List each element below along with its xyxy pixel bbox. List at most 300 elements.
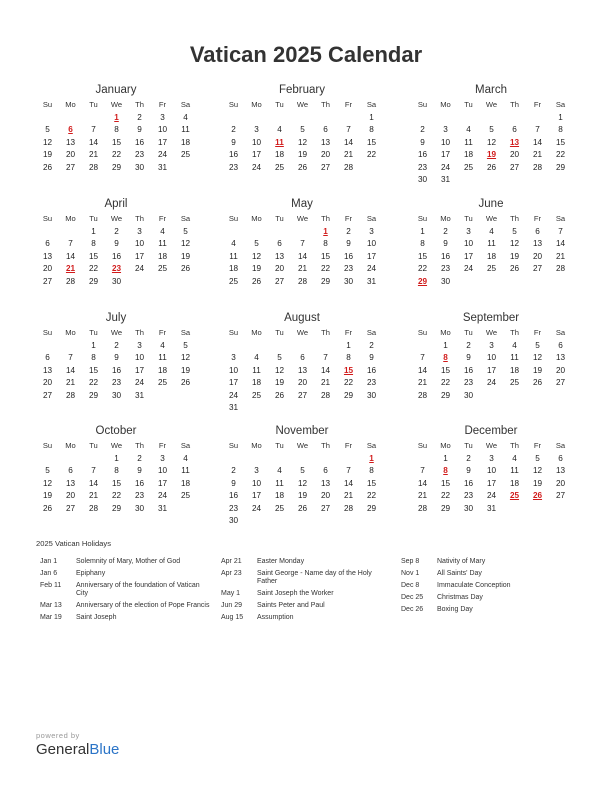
day: 8 xyxy=(369,466,374,475)
day: 25 xyxy=(274,503,285,513)
holiday-name: Anniversary of the election of Pope Francis xyxy=(76,602,210,609)
empty-cell xyxy=(245,226,268,239)
day: 21 xyxy=(88,491,99,500)
day: 14 xyxy=(88,478,99,488)
month-name: April xyxy=(104,198,128,210)
empty-cell xyxy=(434,112,457,125)
holiday-date: Jan 1 xyxy=(40,558,58,565)
day: 9 xyxy=(114,239,119,248)
weekday-label: Sa xyxy=(555,100,566,109)
month-january xyxy=(36,82,196,174)
holiday-day: 1 xyxy=(114,112,119,122)
day: 9 xyxy=(369,353,374,362)
brand-blue: Blue xyxy=(89,741,120,758)
weekday-label: Tu xyxy=(89,214,98,223)
weekday-label: Mo xyxy=(65,328,76,337)
day: 23 xyxy=(440,264,451,273)
day: 7 xyxy=(68,353,73,362)
empty-cell xyxy=(526,112,549,125)
day: 6 xyxy=(300,353,305,362)
holidays-column-1 xyxy=(40,558,210,626)
weekday-label: Th xyxy=(510,441,519,450)
empty-cell xyxy=(222,226,245,239)
day: 12 xyxy=(509,239,520,248)
day: 1 xyxy=(558,112,563,122)
day: 4 xyxy=(183,112,188,122)
day: 19 xyxy=(297,491,308,500)
day: 24 xyxy=(486,491,497,500)
day: 5 xyxy=(300,466,305,475)
day: 2 xyxy=(114,340,119,350)
weekday-label: Fr xyxy=(158,441,167,450)
day: 3 xyxy=(231,353,236,362)
day: 16 xyxy=(417,150,428,159)
day: 27 xyxy=(42,276,53,286)
holiday-entry xyxy=(40,582,210,598)
day: 10 xyxy=(486,466,497,475)
month-name: May xyxy=(291,198,313,210)
day: 12 xyxy=(297,478,308,488)
holiday-name: Solemnity of Mary, Mother of God xyxy=(76,558,181,565)
day: 7 xyxy=(91,125,96,134)
holiday-day: 6 xyxy=(68,125,73,134)
weekday-label: Fr xyxy=(158,100,167,109)
weekday-label: We xyxy=(485,100,498,109)
day: 13 xyxy=(555,466,566,475)
day: 11 xyxy=(158,353,167,362)
weekday-label: Th xyxy=(510,328,519,337)
day: 16 xyxy=(440,251,451,261)
weekday-label: Sa xyxy=(180,100,191,109)
day: 12 xyxy=(532,466,543,475)
day: 28 xyxy=(320,390,331,400)
empty-cell xyxy=(268,112,291,125)
day: 25 xyxy=(228,276,239,286)
day: 24 xyxy=(157,150,168,159)
brand-general: General xyxy=(36,741,90,758)
weekday-label: Fr xyxy=(344,214,353,223)
day: 6 xyxy=(45,353,50,362)
month-name: September xyxy=(462,312,520,324)
weekday-label: We xyxy=(296,328,309,337)
day: 1 xyxy=(346,340,351,350)
day: 22 xyxy=(555,150,566,159)
day: 16 xyxy=(228,491,239,500)
day: 28 xyxy=(88,162,99,172)
month-march xyxy=(411,82,571,187)
day: 13 xyxy=(555,353,566,362)
weekday-label: We xyxy=(296,100,309,109)
weekday-label: Su xyxy=(42,328,53,337)
day: 23 xyxy=(366,378,377,387)
day: 17 xyxy=(486,478,497,488)
day: 21 xyxy=(88,150,99,159)
weekday-label: Su xyxy=(228,328,239,337)
holiday-date: May 1 xyxy=(221,590,241,597)
weekday-label: Sa xyxy=(366,100,377,109)
day: 11 xyxy=(464,137,473,147)
day: 28 xyxy=(297,276,308,286)
day: 29 xyxy=(111,162,122,172)
day: 11 xyxy=(487,239,496,248)
day: 2 xyxy=(231,125,236,134)
day: 4 xyxy=(466,125,471,134)
day: 27 xyxy=(555,491,566,500)
holiday-day: 8 xyxy=(443,353,448,362)
empty-cell xyxy=(337,112,360,125)
day: 13 xyxy=(65,137,76,147)
month-february xyxy=(222,82,382,174)
weekday-label: Tu xyxy=(275,328,284,337)
day: 27 xyxy=(532,264,543,273)
day: 11 xyxy=(229,251,238,261)
weekday-label: Mo xyxy=(65,100,76,109)
weekday-label: We xyxy=(485,328,498,337)
weekday-label: Fr xyxy=(533,328,542,337)
day: 29 xyxy=(555,162,566,172)
day: 24 xyxy=(157,491,168,500)
weekday-label: Su xyxy=(417,328,428,337)
weekday-label: Su xyxy=(417,214,428,223)
day: 23 xyxy=(228,162,239,172)
empty-cell xyxy=(268,226,291,239)
day: 12 xyxy=(180,353,191,362)
day: 21 xyxy=(555,251,566,261)
day: 5 xyxy=(300,125,305,134)
holiday-day: 1 xyxy=(323,226,328,236)
day: 21 xyxy=(343,150,354,159)
weekday-label: Mo xyxy=(65,214,76,223)
month-november xyxy=(222,423,382,528)
day: 30 xyxy=(463,503,474,513)
brand-logo[interactable] xyxy=(36,731,119,758)
day: 31 xyxy=(157,162,168,172)
month-name: July xyxy=(105,312,127,324)
day: 23 xyxy=(134,491,145,500)
day: 10 xyxy=(228,365,239,375)
day: 8 xyxy=(323,239,328,248)
month-days xyxy=(222,213,382,288)
day: 11 xyxy=(275,478,284,488)
day: 21 xyxy=(297,264,308,273)
month-july xyxy=(36,310,196,402)
day: 28 xyxy=(343,162,354,172)
day: 3 xyxy=(137,226,142,236)
day: 20 xyxy=(532,251,543,261)
holiday-day: 11 xyxy=(275,137,284,147)
weekday-label: Sa xyxy=(366,441,377,450)
weekday-label: Mo xyxy=(440,214,451,223)
day: 18 xyxy=(274,491,285,500)
day: 31 xyxy=(440,175,451,184)
day: 18 xyxy=(509,365,520,375)
day: 26 xyxy=(297,162,308,172)
month-name: December xyxy=(464,425,518,437)
day: 24 xyxy=(134,378,145,387)
holiday-name: Saint Joseph the Worker xyxy=(257,590,334,597)
brand-name xyxy=(36,741,119,758)
empty-cell xyxy=(291,112,314,125)
day: 9 xyxy=(466,353,471,362)
day: 12 xyxy=(274,365,285,375)
weekday-label: Fr xyxy=(344,328,353,337)
day: 4 xyxy=(277,125,282,134)
holiday-day: 15 xyxy=(343,365,354,375)
day: 17 xyxy=(157,478,168,488)
holiday-name: Saint Joseph xyxy=(76,614,117,621)
day: 2 xyxy=(369,340,374,350)
weekday-label: Sa xyxy=(180,441,191,450)
day: 31 xyxy=(134,390,145,400)
day: 13 xyxy=(42,365,53,375)
weekday-label: Fr xyxy=(533,441,542,450)
day: 18 xyxy=(509,478,520,488)
month-name: March xyxy=(475,84,507,96)
holidays-heading: 2025 Vatican Holidays xyxy=(36,539,111,548)
day: 5 xyxy=(45,125,50,134)
day: 24 xyxy=(251,162,262,172)
weekday-label: Tu xyxy=(275,100,284,109)
weekday-label: Th xyxy=(135,100,144,109)
holidays-column-2 xyxy=(221,558,391,626)
day: 29 xyxy=(440,390,451,400)
month-name: October xyxy=(95,425,137,437)
day: 26 xyxy=(180,378,191,387)
weekday-label: We xyxy=(485,441,498,450)
day: 11 xyxy=(181,125,190,134)
day: 5 xyxy=(535,453,540,463)
weekday-label: Th xyxy=(321,328,330,337)
month-days xyxy=(222,440,382,528)
day: 20 xyxy=(320,491,331,500)
day: 15 xyxy=(111,137,122,147)
day: 30 xyxy=(417,175,428,184)
day: 22 xyxy=(366,491,377,500)
day: 28 xyxy=(417,503,428,513)
day: 20 xyxy=(555,478,566,488)
empty-cell xyxy=(36,340,59,353)
day: 6 xyxy=(323,466,328,475)
day: 8 xyxy=(114,125,119,134)
day: 2 xyxy=(346,226,351,236)
day: 10 xyxy=(251,137,262,147)
empty-cell xyxy=(245,112,268,125)
day: 22 xyxy=(88,264,99,273)
day: 9 xyxy=(114,353,119,362)
day: 17 xyxy=(486,365,497,375)
empty-cell xyxy=(268,340,291,353)
empty-cell xyxy=(222,112,245,125)
empty-cell xyxy=(314,453,337,466)
day: 29 xyxy=(111,503,122,513)
day: 2 xyxy=(466,340,471,350)
day: 4 xyxy=(183,453,188,463)
day: 13 xyxy=(297,365,308,375)
empty-cell xyxy=(503,112,526,125)
day: 15 xyxy=(320,251,331,261)
holiday-day: 1 xyxy=(369,453,374,463)
day: 10 xyxy=(486,353,497,362)
weekday-label: Tu xyxy=(464,214,473,223)
day: 15 xyxy=(440,478,451,488)
month-days xyxy=(411,440,571,515)
day: 19 xyxy=(42,150,53,159)
weekday-label: Mo xyxy=(440,100,451,109)
day: 7 xyxy=(558,226,563,236)
day: 27 xyxy=(42,390,53,400)
day: 18 xyxy=(228,264,239,273)
day: 14 xyxy=(65,251,76,261)
weekday-label: We xyxy=(110,441,123,450)
day: 10 xyxy=(251,478,262,488)
day: 2 xyxy=(114,226,119,236)
day: 18 xyxy=(157,365,168,375)
weekday-label: Th xyxy=(135,441,144,450)
empty-cell xyxy=(268,453,291,466)
day: 10 xyxy=(157,466,168,475)
weekday-label: Sa xyxy=(366,214,377,223)
day: 15 xyxy=(366,137,377,147)
day: 19 xyxy=(42,491,53,500)
day: 12 xyxy=(297,137,308,147)
day: 28 xyxy=(343,503,354,513)
empty-cell xyxy=(59,453,82,466)
empty-cell xyxy=(82,112,105,125)
day: 26 xyxy=(486,162,497,172)
holiday-date: Aug 15 xyxy=(221,614,244,621)
weekday-label: Tu xyxy=(275,441,284,450)
weekday-label: Sa xyxy=(366,328,377,337)
day: 26 xyxy=(42,503,53,513)
holiday-name: Nativity of Mary xyxy=(437,558,486,565)
holiday-name: Saints Peter and Paul xyxy=(257,602,325,609)
day: 3 xyxy=(160,112,165,122)
day: 15 xyxy=(366,478,377,488)
month-days xyxy=(36,327,196,402)
day: 22 xyxy=(417,264,428,273)
day: 20 xyxy=(274,264,285,273)
day: 28 xyxy=(65,390,76,400)
day: 11 xyxy=(158,239,167,248)
holidays-column-3 xyxy=(401,558,551,618)
page-title: Vatican 2025 Calendar xyxy=(189,42,423,67)
day: 11 xyxy=(510,353,519,362)
day: 5 xyxy=(183,340,188,350)
day: 2 xyxy=(466,453,471,463)
day: 27 xyxy=(320,503,331,513)
weekday-label: Mo xyxy=(251,441,262,450)
weekday-label: Tu xyxy=(275,214,284,223)
weekday-label: Sa xyxy=(555,214,566,223)
weekday-label: Fr xyxy=(344,441,353,450)
day: 26 xyxy=(180,264,191,273)
empty-cell xyxy=(411,453,434,466)
day: 19 xyxy=(180,365,191,375)
day: 29 xyxy=(343,390,354,400)
day: 20 xyxy=(65,491,76,500)
weekday-label: Tu xyxy=(464,328,473,337)
holiday-name: Epiphany xyxy=(76,570,106,577)
empty-cell xyxy=(222,340,245,353)
day: 2 xyxy=(420,125,425,134)
day: 7 xyxy=(68,239,73,248)
day: 4 xyxy=(277,466,282,475)
day: 22 xyxy=(366,150,377,159)
day: 9 xyxy=(420,137,425,147)
weekday-label: Tu xyxy=(89,441,98,450)
day: 17 xyxy=(366,251,377,261)
day: 15 xyxy=(88,365,99,375)
weekday-label: Mo xyxy=(440,441,451,450)
day: 16 xyxy=(134,478,145,488)
day: 23 xyxy=(463,491,474,500)
weekday-label: Th xyxy=(321,214,330,223)
month-june xyxy=(411,196,571,288)
day: 17 xyxy=(251,150,262,159)
empty-cell xyxy=(291,226,314,239)
day: 15 xyxy=(440,365,451,375)
empty-cell xyxy=(337,453,360,466)
day: 8 xyxy=(114,466,119,475)
day: 19 xyxy=(532,478,543,488)
day: 21 xyxy=(320,378,331,387)
day: 27 xyxy=(65,162,76,172)
day: 26 xyxy=(532,378,543,387)
day: 14 xyxy=(555,239,566,248)
month-name: January xyxy=(95,84,137,96)
day: 11 xyxy=(252,365,261,375)
day: 18 xyxy=(180,137,191,147)
day: 18 xyxy=(486,251,497,261)
day: 29 xyxy=(366,503,377,513)
month-name: November xyxy=(275,425,329,437)
day: 14 xyxy=(320,365,331,375)
day: 7 xyxy=(420,466,425,475)
month-december xyxy=(411,423,571,515)
weekday-label: We xyxy=(110,328,123,337)
day: 15 xyxy=(88,251,99,261)
day: 1 xyxy=(91,226,96,236)
day: 23 xyxy=(111,378,122,387)
day: 3 xyxy=(369,226,374,236)
day: 11 xyxy=(510,466,519,475)
day: 25 xyxy=(180,150,191,159)
weekday-label: Mo xyxy=(251,100,262,109)
day: 9 xyxy=(231,478,236,488)
day: 14 xyxy=(88,137,99,147)
day: 17 xyxy=(463,251,474,261)
day: 17 xyxy=(251,491,262,500)
day: 14 xyxy=(417,478,428,488)
day: 9 xyxy=(443,239,448,248)
day: 23 xyxy=(134,150,145,159)
weekday-label: Mo xyxy=(65,441,76,450)
holiday-date: Jun 29 xyxy=(221,602,243,609)
day: 30 xyxy=(134,503,145,513)
day: 22 xyxy=(111,491,122,500)
day: 26 xyxy=(509,264,520,273)
day: 10 xyxy=(157,125,168,134)
day: 27 xyxy=(274,276,285,286)
day: 27 xyxy=(509,162,520,172)
day: 16 xyxy=(228,150,239,159)
holiday-date: Jan 6 xyxy=(40,570,58,577)
day: 9 xyxy=(137,466,142,475)
day: 20 xyxy=(42,378,53,387)
holiday-entry xyxy=(401,594,551,602)
day: 2 xyxy=(137,453,142,463)
holiday-entry xyxy=(221,590,391,598)
